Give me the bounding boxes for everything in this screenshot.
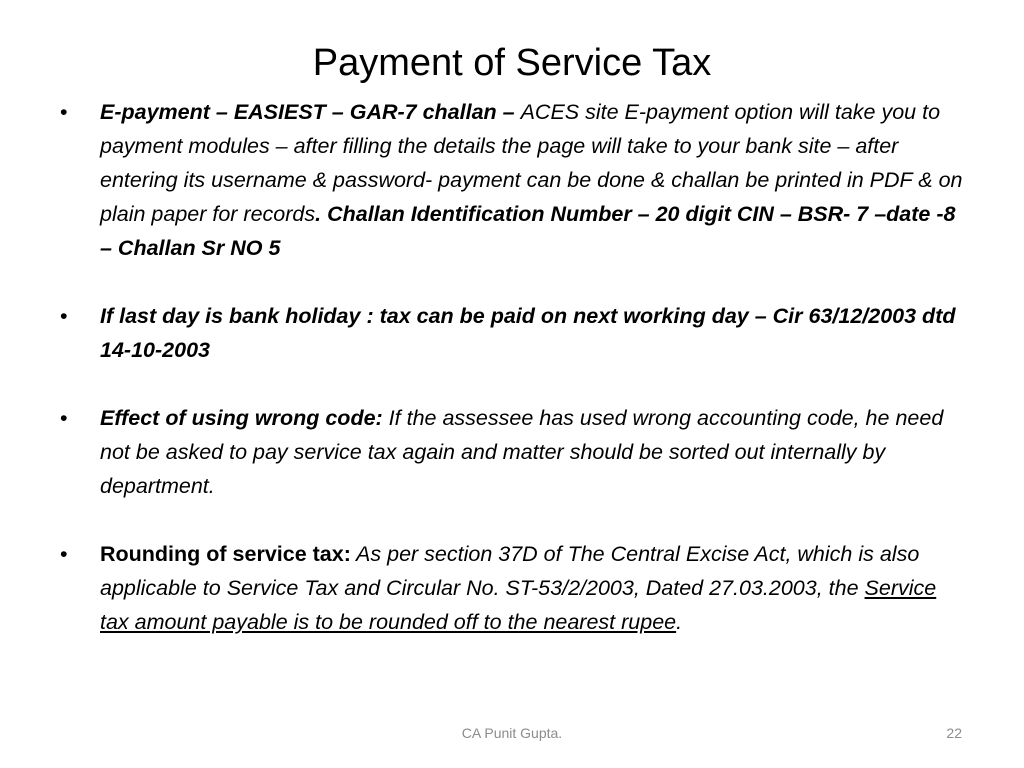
bullet-underlined-text: Service tax amount payable is to be rounded off to the nearest rupee	[100, 576, 937, 634]
bullet-list	[60, 95, 965, 639]
bullet-body: As per section 37D of The Central Excise Act, which is also applicable to Service Tax and Circular No. ST-53/2/2003, Dated 27.03.2003, the	[100, 542, 920, 600]
bullet-item-bank-holiday	[60, 299, 965, 367]
bullet-heading: Effect of using wrong code:	[100, 406, 383, 430]
page-number: 22	[946, 725, 962, 741]
slide-title: Payment of Service Tax	[312, 42, 712, 84]
bullet-item-wrong-code	[60, 401, 965, 503]
bullet-body: If the assessee has used wrong accounting code, he need not be asked to pay service tax again and matter should be sorted out internally by department.	[100, 406, 944, 498]
bullet-heading: E-payment – EASIEST – GAR-7 challan –	[100, 100, 521, 124]
bullet-period: .	[676, 610, 683, 634]
bullet-item-rounding	[60, 537, 965, 639]
footer-author: CA Punit Gupta.	[461, 725, 563, 741]
bullet-heading: Rounding of service tax:	[100, 542, 351, 566]
bullet-marker: •	[60, 304, 68, 328]
bullet-marker: •	[60, 100, 68, 124]
bullet-item-e-payment	[60, 95, 965, 265]
bullet-emphasis: . Challan Identification Number – 20 digit CIN – BSR- 7 –date -8 – Challan Sr NO 5	[100, 202, 956, 260]
bullet-marker: •	[60, 542, 68, 566]
bullet-heading: If last day is bank holiday : tax can be paid on next working day – Cir 63/12/2003 dtd 14-10-2003	[100, 304, 956, 362]
bullet-body: ACES site E-payment option will take you to payment modules – after filling the details the page will take to your bank site – after entering its username & password- payment can be done & challan be printed in PDF & on plain paper for records	[100, 100, 963, 226]
bullet-marker: •	[60, 406, 68, 430]
